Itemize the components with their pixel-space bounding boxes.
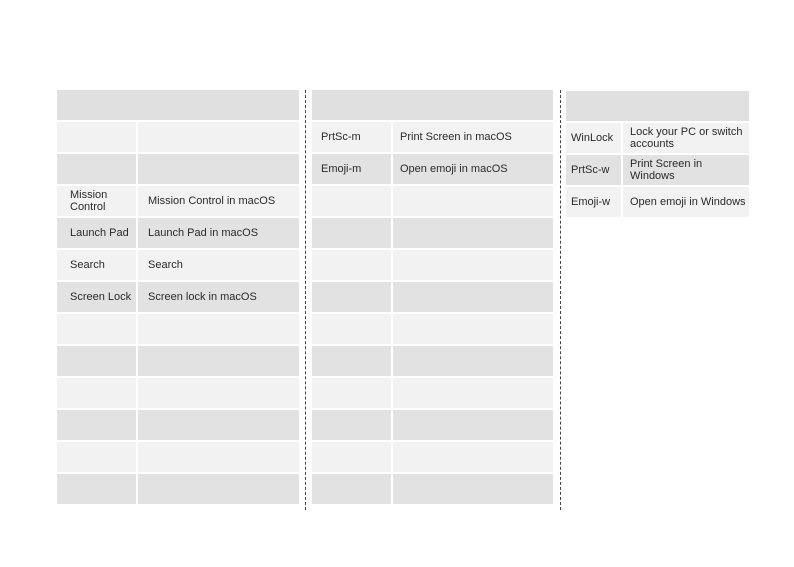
description-cell xyxy=(393,378,553,408)
table-row xyxy=(57,186,299,216)
table-row xyxy=(312,250,553,280)
macos-keys-table xyxy=(57,90,299,506)
table-header xyxy=(566,91,749,121)
description-cell: Print Screen in Windows xyxy=(623,155,749,185)
table-row xyxy=(312,218,553,248)
table-row xyxy=(566,123,749,153)
dashed-divider xyxy=(560,90,561,510)
table-row xyxy=(312,186,553,216)
description-cell xyxy=(138,154,299,184)
key-cell xyxy=(57,346,136,376)
description-cell xyxy=(138,410,299,440)
table-row xyxy=(57,346,299,376)
description-cell: Open emoji in Windows xyxy=(623,187,749,217)
description-cell xyxy=(138,314,299,344)
key-cell xyxy=(57,378,136,408)
key-cell: Screen Lock xyxy=(57,282,136,312)
table-row xyxy=(57,250,299,280)
key-cell: Search xyxy=(57,250,136,280)
key-cell xyxy=(57,410,136,440)
table-row xyxy=(57,218,299,248)
key-cell xyxy=(312,282,391,312)
table-row xyxy=(566,187,749,217)
description-cell xyxy=(393,442,553,472)
table-row xyxy=(57,410,299,440)
table-row xyxy=(312,154,553,184)
key-cell xyxy=(312,442,391,472)
key-cell xyxy=(312,346,391,376)
description-cell xyxy=(393,282,553,312)
windows-shortcuts-table xyxy=(566,91,749,219)
key-cell: PrtSc-w xyxy=(566,155,621,185)
description-cell xyxy=(138,474,299,504)
table-row xyxy=(312,282,553,312)
key-cell: Emoji-w xyxy=(566,187,621,217)
key-cell xyxy=(57,154,136,184)
table-row xyxy=(57,122,299,152)
key-cell xyxy=(312,250,391,280)
description-cell: Mission Control in macOS xyxy=(138,186,299,216)
description-cell: Lock your PC or switch accounts xyxy=(623,123,749,153)
table-row xyxy=(312,346,553,376)
description-cell xyxy=(393,474,553,504)
description-cell xyxy=(393,410,553,440)
description-cell: Open emoji in macOS xyxy=(393,154,553,184)
description-cell xyxy=(393,218,553,248)
key-cell xyxy=(57,314,136,344)
table-row xyxy=(566,155,749,185)
table-row xyxy=(312,378,553,408)
key-cell xyxy=(57,442,136,472)
key-cell: Emoji-m xyxy=(312,154,391,184)
table-row xyxy=(57,474,299,504)
table-row xyxy=(57,282,299,312)
table-row xyxy=(57,442,299,472)
description-cell xyxy=(138,122,299,152)
description-cell: Screen lock in macOS xyxy=(138,282,299,312)
key-cell: PrtSc-m xyxy=(312,122,391,152)
description-cell: Search xyxy=(138,250,299,280)
description-cell: Launch Pad in macOS xyxy=(138,218,299,248)
description-cell xyxy=(393,186,553,216)
key-cell xyxy=(312,410,391,440)
key-cell: Launch Pad xyxy=(57,218,136,248)
key-cell xyxy=(312,378,391,408)
table-row xyxy=(57,378,299,408)
table-header xyxy=(57,90,299,120)
key-cell xyxy=(57,474,136,504)
table-row xyxy=(312,442,553,472)
table-row xyxy=(312,474,553,504)
key-cell: Mission Control xyxy=(57,186,136,216)
table-row xyxy=(57,314,299,344)
description-cell xyxy=(393,346,553,376)
key-cell xyxy=(312,314,391,344)
mac-shortcuts-table xyxy=(312,90,553,506)
table-row xyxy=(312,122,553,152)
description-cell: Print Screen in macOS xyxy=(393,122,553,152)
description-cell xyxy=(138,442,299,472)
table-row xyxy=(312,410,553,440)
key-cell xyxy=(312,474,391,504)
key-cell xyxy=(312,218,391,248)
key-cell xyxy=(312,186,391,216)
description-cell xyxy=(393,314,553,344)
dashed-divider xyxy=(305,90,306,510)
table-row xyxy=(312,314,553,344)
table-row xyxy=(57,154,299,184)
key-cell xyxy=(57,122,136,152)
table-header xyxy=(312,90,553,120)
key-cell: WinLock xyxy=(566,123,621,153)
description-cell xyxy=(138,378,299,408)
description-cell xyxy=(393,250,553,280)
description-cell xyxy=(138,346,299,376)
